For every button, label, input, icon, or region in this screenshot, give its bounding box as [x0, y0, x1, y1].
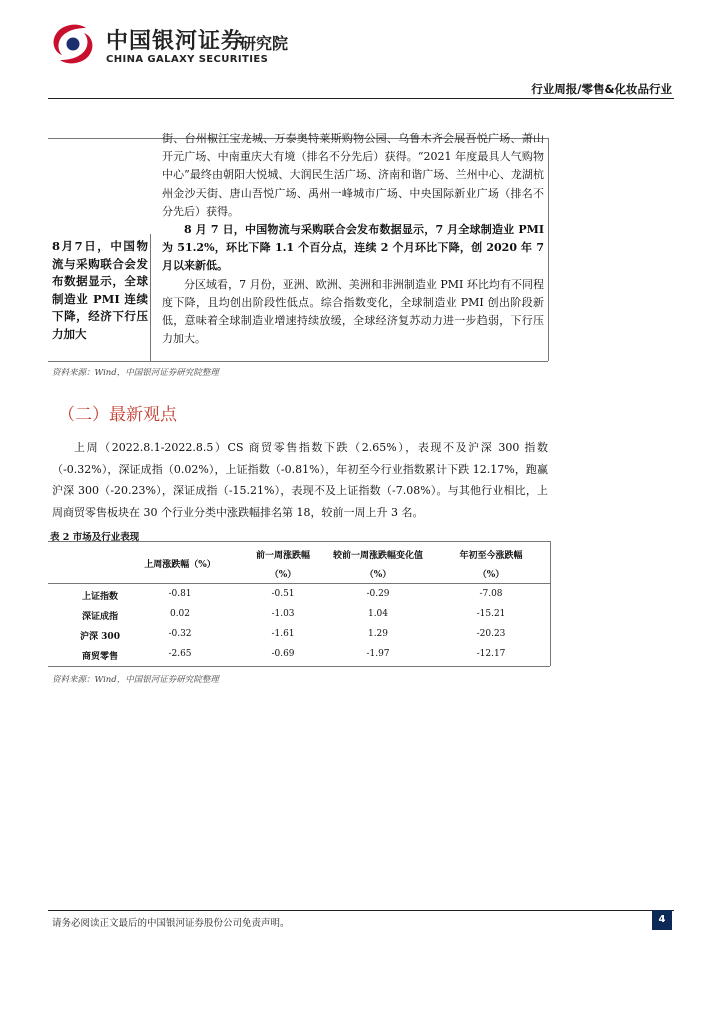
table-cell: -0.29: [366, 589, 390, 599]
table-cell: -0.69: [271, 649, 295, 659]
table-cell: -15.21: [476, 609, 506, 619]
table-caption: 表 2 市场及行业表现: [50, 532, 140, 543]
box-source: 资料来源：Wind，中国银河证券研究院整理: [52, 368, 219, 378]
footer-divider: [48, 910, 674, 911]
table-row-name: 商贸零售: [81, 652, 118, 662]
header-divider: [48, 98, 674, 99]
table-border-top: [48, 541, 550, 542]
table-cell: -1.61: [271, 629, 295, 639]
brand-subtitle: 研究院: [240, 34, 289, 53]
box-border-bottom: [48, 361, 548, 362]
table-cell: -1.97: [366, 649, 390, 659]
sidebar-summary: 8月7日，中国物流与采购联合会发布数据显示，全球制造业 PMI 连续下降，经济下行压力加大: [52, 239, 148, 341]
box-paragraph-3: 分区域看，7 月份，亚洲、欧洲、美洲和非洲制造业 PMI 环比均有不同程度下降，且均创出阶段性低点。综合指数变化，全球制造业 PMI 创出阶段新低，意味着全球制造业增速持续放缓，全球经济复苏动力进一步趋弱，下行压力加大。: [162, 277, 544, 346]
box-main-text: [162, 130, 544, 348]
page-number: 4: [652, 910, 672, 930]
footer-disclaimer: 请务必阅读正文最后的中国银河证券股份公司免责声明。: [52, 918, 290, 929]
box-paragraph-2: 8 月 7 日，中国物流与采购联合会发布数据显示，7 月全球制造业 PMI 为 51.2%，环比下降 1.1 个百分点，连续 2 个月环比下降，创 2020 年 7 月以来新低。: [162, 223, 544, 273]
table-row-name: 上证指数: [81, 592, 118, 602]
box-paragraph-1: 街、台州椒江宝龙城、万泰奥特莱斯购物公园、乌鲁木齐会展吾悦广场、萧山开元广场、中南重庆大有境（排名不分先后）获得。“2021 年度最具人气购物中心”最终由朝阳大悦城、大润民生活广场、济南和谐广场、兰州中心、龙湖杭州金沙天街、唐山吾悦广场、禹州一峰城市广场、中央国际新业广场（排名不分先后）获得。: [162, 132, 544, 218]
table-source: 资料来源：Wind，中国银河证券研究院整理: [52, 675, 219, 685]
table-cell: -1.03: [271, 609, 295, 619]
table-cell: -12.17: [476, 649, 506, 659]
table-header-unit: （%）: [364, 570, 392, 580]
table-cell: 1.29: [367, 629, 389, 639]
table-header-unit: （%）: [477, 570, 505, 580]
brand-name-cn: 中国银河证券: [106, 29, 245, 54]
table-cell: -20.23: [476, 629, 506, 639]
table-cell: -0.51: [271, 589, 295, 599]
table-cell: 0.02: [169, 609, 191, 619]
table-cell: 1.04: [367, 609, 389, 619]
table-header: 年初至今涨跌幅: [459, 551, 523, 561]
table-row-name: 深证成指: [81, 612, 118, 622]
table-cell: -0.81: [168, 589, 192, 599]
section-paragraph-text: 上周（2022.8.1-2022.8.5）CS 商贸零售指数下跌（2.65%），表现不及沪深 300 指数（-0.32%），深证成指（0.02%），上证指数（-0.81%），年初至今行业指数累计下跌 12.17%，跑赢沪深 300（-20.23%），深证成指（-15.21%），表现不及上证指数（-7.08%）。与其他行业相比，上周商贸零售板块在 30 个行业分类中涨跌幅排名第 18，较前一周上升 3 名。: [52, 441, 548, 519]
report-type: 行业周报/零售&化妆品行业: [531, 82, 672, 96]
table-header: 较前一周涨跌幅变化值: [332, 551, 423, 561]
box-border-right: [548, 138, 549, 361]
brand-name-en: CHINA GALAXY SECURITIES: [106, 54, 269, 65]
table-cell: -2.65: [168, 649, 192, 659]
table-header-divider: [48, 583, 550, 584]
table-border-right: [550, 541, 551, 666]
table-header: 上周涨跌幅（%）: [144, 560, 216, 570]
table-cell: -7.08: [479, 589, 503, 599]
table-header: 前一周涨跌幅: [255, 551, 310, 561]
table-row-name: 沪深 300: [80, 632, 120, 642]
table-header-unit: （%）: [269, 570, 297, 580]
galaxy-logo-icon: [48, 22, 98, 66]
section-title: （二）最新观点: [58, 405, 177, 425]
table-border-bottom: [48, 666, 550, 667]
section-paragraph: [52, 437, 548, 523]
table-cell: -0.32: [168, 629, 192, 639]
